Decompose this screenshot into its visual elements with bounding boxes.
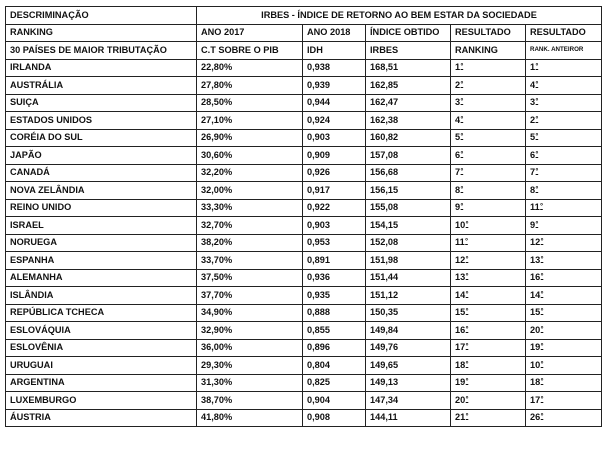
ordinal-mark: º bbox=[460, 80, 464, 88]
idh-cell: 0,917 bbox=[303, 182, 366, 200]
country-cell: ARGENTINA bbox=[6, 374, 197, 392]
idh-cell: 0,904 bbox=[303, 392, 366, 410]
table-row bbox=[6, 252, 602, 270]
previous-rank-number: 2 bbox=[530, 114, 536, 125]
ct-pib-cell: 26,90% bbox=[197, 129, 303, 147]
previous-rank-cell bbox=[526, 374, 602, 392]
idh-cell: 0,938 bbox=[303, 59, 366, 77]
previous-rank-cell bbox=[526, 304, 602, 322]
previous-rank-number: 4 bbox=[530, 79, 536, 90]
rank-cell bbox=[451, 199, 526, 217]
rank-cell bbox=[451, 112, 526, 130]
irbes-cell: 157,08 bbox=[366, 147, 451, 165]
rank-number: 3 bbox=[455, 97, 461, 108]
idh-cell: 0,903 bbox=[303, 217, 366, 235]
rank-cell bbox=[451, 182, 526, 200]
ordinal-mark: º bbox=[460, 115, 464, 123]
previous-rank-number: 9 bbox=[530, 219, 536, 230]
previous-rank-cell bbox=[526, 322, 602, 340]
previous-rank-number: 5 bbox=[530, 132, 536, 143]
ordinal-mark: º bbox=[540, 325, 544, 333]
previous-rank-cell bbox=[526, 392, 602, 410]
ordinal-mark: º bbox=[460, 168, 464, 176]
country-cell: ALEMANHA bbox=[6, 269, 197, 287]
header-rank-anterior: RANK. ANTEIROR bbox=[526, 42, 602, 60]
ordinal-mark: º bbox=[535, 150, 539, 158]
irbes-cell: 168,51 bbox=[366, 59, 451, 77]
header-ranking-2: RANKING bbox=[451, 42, 526, 60]
ordinal-mark: º bbox=[465, 290, 469, 298]
previous-rank-number: 16 bbox=[530, 272, 541, 283]
ct-pib-cell: 33,30% bbox=[197, 199, 303, 217]
country-cell: ISRAEL bbox=[6, 217, 197, 235]
previous-rank-cell bbox=[526, 409, 602, 427]
rank-number: 5 bbox=[455, 132, 461, 143]
rank-cell bbox=[451, 322, 526, 340]
table-row bbox=[6, 164, 602, 182]
ct-pib-cell: 29,30% bbox=[197, 357, 303, 375]
rank-number: 16 bbox=[455, 324, 466, 335]
previous-rank-number: 18 bbox=[530, 377, 541, 388]
header-irbes: IRBES bbox=[366, 42, 451, 60]
rank-number: 11 bbox=[455, 237, 465, 248]
previous-rank-number: 3 bbox=[530, 97, 536, 108]
ct-pib-cell: 37,70% bbox=[197, 287, 303, 305]
table-row bbox=[6, 129, 602, 147]
previous-rank-cell bbox=[526, 59, 602, 77]
idh-cell: 0,953 bbox=[303, 234, 366, 252]
rank-cell bbox=[451, 252, 526, 270]
idh-cell: 0,825 bbox=[303, 374, 366, 392]
rank-cell bbox=[451, 129, 526, 147]
previous-rank-number: 1 bbox=[530, 62, 536, 73]
rank-cell bbox=[451, 269, 526, 287]
ct-pib-cell: 32,00% bbox=[197, 182, 303, 200]
rank-number: 13 bbox=[455, 272, 466, 283]
ct-pib-cell: 38,20% bbox=[197, 234, 303, 252]
previous-rank-number: 12 bbox=[530, 237, 541, 248]
idh-cell: 0,855 bbox=[303, 322, 366, 340]
table-row bbox=[6, 357, 602, 375]
irbes-cell: 149,13 bbox=[366, 374, 451, 392]
idh-cell: 0,924 bbox=[303, 112, 366, 130]
previous-rank-cell bbox=[526, 129, 602, 147]
previous-rank-cell bbox=[526, 164, 602, 182]
previous-rank-number: 13 bbox=[530, 254, 541, 265]
ordinal-mark: º bbox=[465, 360, 469, 368]
country-cell: ESTADOS UNIDOS bbox=[6, 112, 197, 130]
ordinal-mark: º bbox=[460, 185, 464, 193]
idh-cell: 0,891 bbox=[303, 252, 366, 270]
previous-rank-cell bbox=[526, 147, 602, 165]
ordinal-mark: º bbox=[460, 98, 464, 106]
country-cell: REINO UNIDO bbox=[6, 199, 197, 217]
irbes-table bbox=[5, 6, 602, 427]
rank-cell bbox=[451, 94, 526, 112]
irbes-cell: 156,68 bbox=[366, 164, 451, 182]
table-row bbox=[6, 374, 602, 392]
table-row bbox=[6, 409, 602, 427]
ordinal-mark: º bbox=[465, 255, 469, 263]
irbes-cell: 162,38 bbox=[366, 112, 451, 130]
rank-number: 12 bbox=[455, 254, 466, 265]
country-cell: NORUEGA bbox=[6, 234, 197, 252]
rank-number: 7 bbox=[455, 167, 461, 178]
previous-rank-number: 17 bbox=[530, 394, 541, 405]
ct-pib-cell: 38,70% bbox=[197, 392, 303, 410]
header-ct-sobre-pib: C.T SOBRE O PIB bbox=[197, 42, 303, 60]
irbes-cell: 156,15 bbox=[366, 182, 451, 200]
irbes-cell: 154,15 bbox=[366, 217, 451, 235]
header-30-paises: 30 PAÍSES DE MAIOR TRIBUTAÇÃO bbox=[6, 42, 197, 60]
previous-rank-cell bbox=[526, 234, 602, 252]
previous-rank-number: 7 bbox=[530, 167, 536, 178]
ct-pib-cell: 34,90% bbox=[197, 304, 303, 322]
country-cell: SUIÇA bbox=[6, 94, 197, 112]
ct-pib-cell: 32,20% bbox=[197, 164, 303, 182]
rank-number: 19 bbox=[455, 377, 466, 388]
ct-pib-cell: 27,80% bbox=[197, 77, 303, 95]
previous-rank-cell bbox=[526, 269, 602, 287]
header-ranking: RANKING bbox=[6, 24, 197, 42]
rank-number: 9 bbox=[455, 202, 461, 213]
rank-cell bbox=[451, 339, 526, 357]
rank-number: 18 bbox=[455, 359, 466, 370]
idh-cell: 0,804 bbox=[303, 357, 366, 375]
ordinal-mark: º bbox=[535, 220, 539, 228]
ordinal-mark: º bbox=[540, 203, 543, 211]
previous-rank-number: 19 bbox=[530, 342, 541, 353]
ct-pib-cell: 41,80% bbox=[197, 409, 303, 427]
ordinal-mark: º bbox=[540, 378, 544, 386]
ct-pib-cell: 32,70% bbox=[197, 217, 303, 235]
ordinal-mark: º bbox=[460, 203, 464, 211]
previous-rank-cell bbox=[526, 112, 602, 130]
ordinal-mark: º bbox=[535, 185, 539, 193]
rank-number: 6 bbox=[455, 149, 461, 160]
ct-pib-cell: 30,60% bbox=[197, 147, 303, 165]
country-cell: ISLÂNDIA bbox=[6, 287, 197, 305]
rank-number: 8 bbox=[455, 184, 461, 195]
country-cell: REPÚBLICA TCHECA bbox=[6, 304, 197, 322]
country-cell: IRLANDA bbox=[6, 59, 197, 77]
table-row bbox=[6, 287, 602, 305]
irbes-cell: 147,34 bbox=[366, 392, 451, 410]
ordinal-mark: º bbox=[540, 395, 544, 403]
previous-rank-number: 20 bbox=[530, 324, 541, 335]
previous-rank-cell bbox=[526, 339, 602, 357]
ordinal-mark: º bbox=[465, 343, 469, 351]
idh-cell: 0,922 bbox=[303, 199, 366, 217]
ordinal-mark: º bbox=[535, 115, 539, 123]
previous-rank-number: 26 bbox=[530, 412, 541, 423]
country-cell: CANADÁ bbox=[6, 164, 197, 182]
ordinal-mark: º bbox=[535, 168, 539, 176]
ordinal-mark: º bbox=[540, 290, 544, 298]
table-row bbox=[6, 94, 602, 112]
ordinal-mark: º bbox=[465, 378, 469, 386]
rank-number: 20 bbox=[455, 394, 466, 405]
rank-number: 15 bbox=[455, 307, 466, 318]
table-row bbox=[6, 392, 602, 410]
irbes-cell: 152,08 bbox=[366, 234, 451, 252]
irbes-cell: 162,85 bbox=[366, 77, 451, 95]
previous-rank-cell bbox=[526, 199, 602, 217]
ordinal-mark: º bbox=[540, 308, 544, 316]
ordinal-mark: º bbox=[465, 325, 469, 333]
table-row bbox=[6, 304, 602, 322]
country-cell: NOVA ZELÂNDIA bbox=[6, 182, 197, 200]
irbes-cell: 155,08 bbox=[366, 199, 451, 217]
previous-rank-cell bbox=[526, 77, 602, 95]
rank-cell bbox=[451, 164, 526, 182]
table-row bbox=[6, 147, 602, 165]
idh-cell: 0,939 bbox=[303, 77, 366, 95]
header-resultado: RESULTADO bbox=[451, 24, 526, 42]
irbes-cell: 151,98 bbox=[366, 252, 451, 270]
rank-number: 14 bbox=[455, 289, 466, 300]
ct-pib-cell: 37,50% bbox=[197, 269, 303, 287]
irbes-cell: 149,76 bbox=[366, 339, 451, 357]
rank-cell bbox=[451, 59, 526, 77]
ordinal-mark: º bbox=[535, 80, 539, 88]
ct-pib-cell: 22,80% bbox=[197, 59, 303, 77]
rank-cell bbox=[451, 287, 526, 305]
table-row bbox=[6, 269, 602, 287]
previous-rank-cell bbox=[526, 287, 602, 305]
rank-number: 17 bbox=[455, 342, 466, 353]
idh-cell: 0,909 bbox=[303, 147, 366, 165]
idh-cell: 0,935 bbox=[303, 287, 366, 305]
idh-cell: 0,926 bbox=[303, 164, 366, 182]
rank-cell bbox=[451, 409, 526, 427]
header-ano-2017: ANO 2017 bbox=[197, 24, 303, 42]
ct-pib-cell: 28,50% bbox=[197, 94, 303, 112]
header-row-sublabels bbox=[6, 42, 602, 60]
previous-rank-cell bbox=[526, 217, 602, 235]
rank-cell bbox=[451, 304, 526, 322]
country-cell: CORÉIA DO SUL bbox=[6, 129, 197, 147]
previous-rank-cell bbox=[526, 252, 602, 270]
irbes-cell: 151,44 bbox=[366, 269, 451, 287]
irbes-cell: 160,82 bbox=[366, 129, 451, 147]
header-row-title bbox=[6, 7, 602, 25]
idh-cell: 0,896 bbox=[303, 339, 366, 357]
previous-rank-number: 11 bbox=[530, 202, 540, 213]
irbes-cell: 149,65 bbox=[366, 357, 451, 375]
previous-rank-number: 6 bbox=[530, 149, 536, 160]
rank-cell bbox=[451, 357, 526, 375]
ordinal-mark: º bbox=[465, 395, 469, 403]
header-descriminacao: DESCRIMINAÇÃO bbox=[6, 7, 197, 25]
ordinal-mark: º bbox=[540, 343, 544, 351]
rank-number: 2 bbox=[455, 79, 461, 90]
header-irbes-title: IRBES - ÍNDICE DE RETORNO AO BEM ESTAR DA SOCIEDADE bbox=[197, 7, 602, 25]
rank-cell bbox=[451, 234, 526, 252]
previous-rank-number: 14 bbox=[530, 289, 541, 300]
ordinal-mark: º bbox=[535, 98, 539, 106]
ordinal-mark: º bbox=[460, 150, 464, 158]
rank-number: 10 bbox=[455, 219, 466, 230]
ordinal-mark: º bbox=[540, 360, 544, 368]
ordinal-mark: º bbox=[460, 133, 464, 141]
irbes-cell: 144,11 bbox=[366, 409, 451, 427]
previous-rank-cell bbox=[526, 182, 602, 200]
ordinal-mark: º bbox=[465, 308, 469, 316]
ordinal-mark: º bbox=[540, 238, 544, 246]
idh-cell: 0,903 bbox=[303, 129, 366, 147]
ct-pib-cell: 31,30% bbox=[197, 374, 303, 392]
country-cell: ÁUSTRIA bbox=[6, 409, 197, 427]
idh-cell: 0,944 bbox=[303, 94, 366, 112]
ordinal-mark: º bbox=[460, 63, 464, 71]
header-idh: IDH bbox=[303, 42, 366, 60]
table-row bbox=[6, 217, 602, 235]
rank-cell bbox=[451, 217, 526, 235]
table-row bbox=[6, 322, 602, 340]
idh-cell: 0,936 bbox=[303, 269, 366, 287]
irbes-cell: 150,35 bbox=[366, 304, 451, 322]
ordinal-mark: º bbox=[535, 133, 539, 141]
irbes-cell: 162,47 bbox=[366, 94, 451, 112]
irbes-cell: 151,12 bbox=[366, 287, 451, 305]
country-cell: ESPANHA bbox=[6, 252, 197, 270]
rank-cell bbox=[451, 147, 526, 165]
previous-rank-number: 15 bbox=[530, 307, 541, 318]
ct-pib-cell: 36,00% bbox=[197, 339, 303, 357]
table-row bbox=[6, 182, 602, 200]
table-row bbox=[6, 112, 602, 130]
rank-cell bbox=[451, 77, 526, 95]
ct-pib-cell: 27,10% bbox=[197, 112, 303, 130]
table-row bbox=[6, 77, 602, 95]
rank-number: 21 bbox=[455, 412, 466, 423]
previous-rank-cell bbox=[526, 357, 602, 375]
country-cell: LUXEMBURGO bbox=[6, 392, 197, 410]
rank-cell bbox=[451, 392, 526, 410]
table-row bbox=[6, 59, 602, 77]
ordinal-mark: º bbox=[540, 273, 544, 281]
ct-pib-cell: 33,70% bbox=[197, 252, 303, 270]
ordinal-mark: º bbox=[465, 413, 469, 421]
header-resultado-2: RESULTADO bbox=[526, 24, 602, 42]
previous-rank-number: 8 bbox=[530, 184, 536, 195]
ordinal-mark: º bbox=[465, 220, 469, 228]
ordinal-mark: º bbox=[535, 63, 539, 71]
table-row bbox=[6, 339, 602, 357]
table-row bbox=[6, 234, 602, 252]
header-ano-2018: ANO 2018 bbox=[303, 24, 366, 42]
country-cell: AUSTRÁLIA bbox=[6, 77, 197, 95]
ordinal-mark: º bbox=[540, 413, 544, 421]
rank-number: 4 bbox=[455, 114, 461, 125]
irbes-cell: 149,84 bbox=[366, 322, 451, 340]
table-body bbox=[6, 7, 602, 427]
country-cell: URUGUAI bbox=[6, 357, 197, 375]
ordinal-mark: º bbox=[540, 255, 544, 263]
header-indice-obtido: ÍNDICE OBTIDO bbox=[366, 24, 451, 42]
header-row-labels bbox=[6, 24, 602, 42]
previous-rank-cell bbox=[526, 94, 602, 112]
country-cell: ESLOVÊNIA bbox=[6, 339, 197, 357]
rank-number: 1 bbox=[455, 62, 461, 73]
idh-cell: 0,888 bbox=[303, 304, 366, 322]
country-cell: ESLOVÁQUIA bbox=[6, 322, 197, 340]
previous-rank-number: 10 bbox=[530, 359, 541, 370]
rank-cell bbox=[451, 374, 526, 392]
ct-pib-cell: 32,90% bbox=[197, 322, 303, 340]
table-row bbox=[6, 199, 602, 217]
idh-cell: 0,908 bbox=[303, 409, 366, 427]
ordinal-mark: º bbox=[465, 273, 469, 281]
country-cell: JAPÃO bbox=[6, 147, 197, 165]
ordinal-mark: º bbox=[465, 238, 468, 246]
